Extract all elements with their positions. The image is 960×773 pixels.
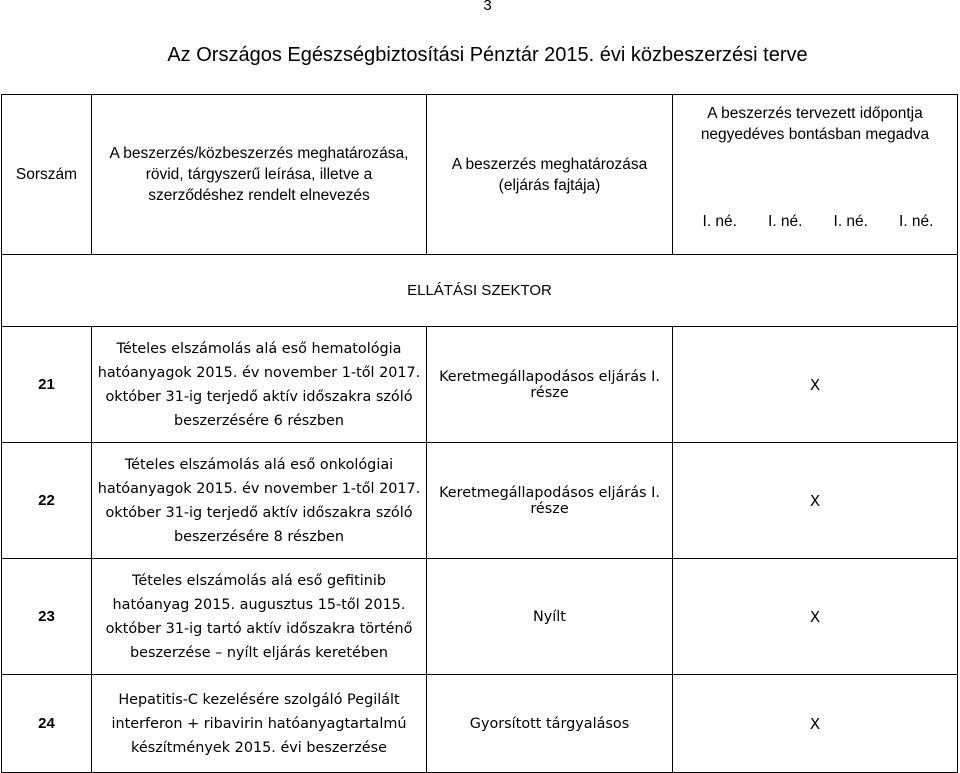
procurement-plan-table bbox=[1, 94, 958, 773]
header-subject-line: A beszerzés/közbeszerzés meghatározása, bbox=[109, 145, 409, 162]
section-title: ELLÁTÁSI SZEKTOR bbox=[2, 255, 958, 327]
table-row bbox=[2, 675, 958, 773]
row-subject bbox=[92, 559, 427, 675]
row-schedule-mark: X bbox=[673, 675, 958, 773]
header-number: Sorszám bbox=[2, 95, 92, 255]
row-number: 23 bbox=[2, 559, 92, 675]
row-procedure: Keretmegállapodásos eljárás I. része bbox=[427, 327, 673, 443]
row-subject-line: Tételes elszámolás alá eső hematológia bbox=[116, 340, 402, 357]
row-subject-line: interferon + ribavirin hatóanyagtartalmú bbox=[111, 715, 407, 732]
header-subject-line: szerződéshez rendelt elnevezés bbox=[148, 187, 370, 204]
row-procedure: Gyorsított tárgyalásos bbox=[427, 675, 673, 773]
row-subject bbox=[92, 675, 427, 773]
row-subject-line: hatóanyagok 2015. év november 1-től 2017. bbox=[97, 480, 421, 497]
header-subject bbox=[92, 95, 427, 255]
row-procedure: Nyílt bbox=[427, 559, 673, 675]
table-row bbox=[2, 327, 958, 443]
header-procedure-line: (eljárás fajtája) bbox=[498, 176, 601, 194]
row-subject-line: október 31-ig terjedő aktív időszakra szóló bbox=[105, 504, 413, 521]
row-number: 22 bbox=[2, 443, 92, 559]
page-number: 3 bbox=[483, 0, 492, 14]
row-subject-line: hatóanyagok 2015. év november 1-től 2017. bbox=[97, 364, 421, 381]
row-subject-line: beszerzésére 8 részben bbox=[174, 528, 344, 545]
header-schedule bbox=[673, 95, 958, 255]
row-number: 21 bbox=[2, 327, 92, 443]
quarter-label: I. né. bbox=[768, 213, 803, 230]
row-subject-line: Hepatitis-C kezelésére szolgáló Pegilált bbox=[118, 691, 400, 708]
row-subject-line: beszerzése – nyílt eljárás keretében bbox=[130, 644, 388, 661]
header-schedule-line: negyedéves bontásban megadva bbox=[700, 126, 930, 143]
header-subject-line: rövid, tárgyszerű leírása, illetve a bbox=[145, 166, 373, 183]
row-subject-line: október 31-ig tartó aktív időszakra történő bbox=[105, 620, 413, 637]
row-number: 24 bbox=[2, 675, 92, 773]
row-subject-line: készítmények 2015. évi beszerzése bbox=[131, 739, 387, 756]
row-procedure: Keretmegállapodásos eljárás I. része bbox=[427, 443, 673, 559]
row-subject-line: beszerzésére 6 részben bbox=[174, 412, 344, 429]
header-row bbox=[2, 95, 958, 255]
row-schedule-mark: X bbox=[673, 327, 958, 443]
header-schedule-line: A beszerzés tervezett időpontja bbox=[707, 105, 923, 122]
row-subject-line: Tételes elszámolás alá eső onkológiai bbox=[124, 456, 394, 473]
document-title: Az Országos Egészségbiztosítási Pénztár 2015. évi közbeszerzési terve bbox=[167, 44, 808, 66]
header-procedure bbox=[427, 95, 673, 255]
row-schedule-mark: X bbox=[673, 443, 958, 559]
header-procedure-line: A beszerzés meghatározása bbox=[451, 155, 648, 173]
section-row bbox=[2, 255, 958, 327]
quarter-label: I. né. bbox=[702, 213, 737, 230]
table-row bbox=[2, 443, 958, 559]
row-schedule-mark: X bbox=[673, 559, 958, 675]
table-row bbox=[2, 559, 958, 675]
quarter-label: I. né. bbox=[899, 213, 934, 230]
quarter-label: I. né. bbox=[833, 213, 868, 230]
row-subject bbox=[92, 327, 427, 443]
row-subject bbox=[92, 443, 427, 559]
row-subject-line: Tételes elszámolás alá eső gefitinib bbox=[132, 572, 386, 589]
row-subject-line: október 31-ig terjedő aktív időszakra szóló bbox=[105, 388, 413, 405]
row-subject-line: hatóanyag 2015. augusztus 15-től 2015. bbox=[112, 596, 406, 613]
